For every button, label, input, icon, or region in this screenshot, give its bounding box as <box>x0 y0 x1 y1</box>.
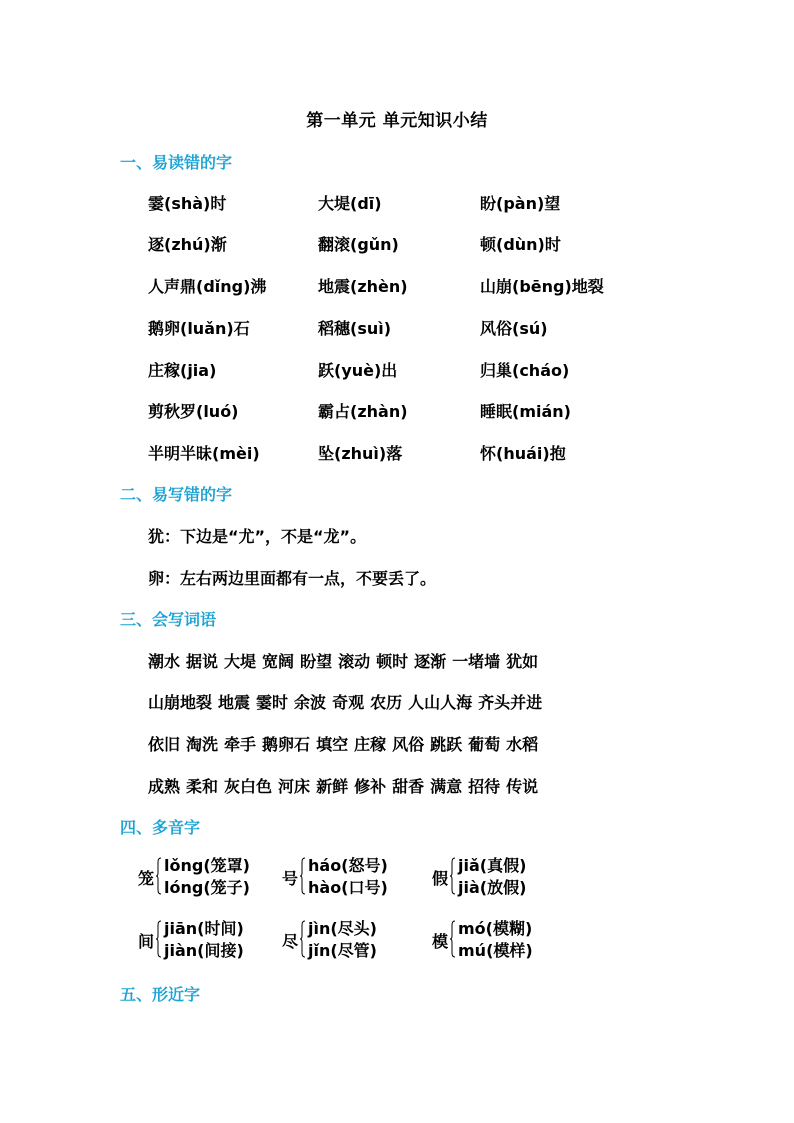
word: 满意 <box>430 777 463 796</box>
section-heading-polyphones: 四、多音字 <box>120 818 201 837</box>
section-heading-words: 三、会写词语 <box>120 610 217 629</box>
polyphone-reading: jiàn(间接) <box>164 941 244 960</box>
word: 灰白色 <box>224 777 273 796</box>
reading-item: 翻滚(gǔn) <box>318 235 399 254</box>
reading-item: 睡眠(mián) <box>480 402 571 421</box>
word: 成熟 <box>148 777 181 796</box>
word: 宽阔 <box>262 652 295 671</box>
reading-item: 顿(dùn)时 <box>480 235 561 254</box>
word: 地震 <box>218 693 251 712</box>
word: 犹如 <box>506 652 539 671</box>
polyphone-reading: hào(口号) <box>308 878 388 897</box>
word: 新鲜 <box>316 777 349 796</box>
reading-item: 风俗(sú) <box>480 319 548 338</box>
reading-item: 庄稼(jia) <box>148 361 217 380</box>
word: 跳跃 <box>430 735 463 754</box>
word: 依旧 <box>148 735 181 754</box>
reading-item: 剪秋罗(luó) <box>148 402 239 421</box>
brace-icon <box>300 920 306 958</box>
polyphone-group <box>432 855 562 899</box>
polyphone-char: 号 <box>282 869 299 888</box>
word: 奇观 <box>332 693 365 712</box>
polyphone-char: 模 <box>432 932 449 951</box>
word-row <box>148 774 544 797</box>
polyphone-reading: jǐn(尽管) <box>308 941 377 960</box>
word: 逐渐 <box>414 652 447 671</box>
reading-item: 地震(zhèn) <box>318 277 408 296</box>
polyphone-group <box>282 855 412 899</box>
word: 柔和 <box>186 777 219 796</box>
reading-item: 稻穗(suì) <box>318 319 392 338</box>
reading-item: 山崩(bēng)地裂 <box>480 277 604 296</box>
polyphone-group <box>432 918 562 962</box>
word-row <box>148 649 544 672</box>
word: 填空 <box>316 735 349 754</box>
polyphone-char: 间 <box>138 932 155 951</box>
polyphone-reading: mú(模样) <box>458 941 533 960</box>
word: 山崩地裂 <box>148 693 213 712</box>
word: 潮水 <box>148 652 181 671</box>
polyphone-reading: jià(放假) <box>458 878 527 897</box>
reading-item: 霎(shà)时 <box>148 194 227 213</box>
word: 风俗 <box>392 735 425 754</box>
word: 人山人海 <box>408 693 473 712</box>
brace-icon <box>450 857 456 895</box>
reading-item: 坠(zhuì)落 <box>318 444 403 463</box>
word: 余波 <box>294 693 327 712</box>
polyphone-group <box>138 918 268 962</box>
word: 农历 <box>370 693 403 712</box>
word: 淘洗 <box>186 735 219 754</box>
word: 齐头并进 <box>478 693 543 712</box>
word: 葡萄 <box>468 735 501 754</box>
word: 河床 <box>278 777 311 796</box>
polyphone-char: 尽 <box>282 932 299 951</box>
reading-item: 怀(huái)抱 <box>480 444 566 463</box>
brace-icon <box>450 920 456 958</box>
word: 甜香 <box>392 777 425 796</box>
reading-item: 盼(pàn)望 <box>480 194 561 213</box>
polyphone-char: 笼 <box>138 869 155 888</box>
word: 大堤 <box>224 652 257 671</box>
brace-icon <box>156 857 162 895</box>
polyphone-reading: lóng(笼子) <box>164 878 250 897</box>
word: 顿时 <box>376 652 409 671</box>
reading-item: 半明半昧(mèi) <box>148 444 260 463</box>
polyphone-group <box>282 918 412 962</box>
page-title: 第一单元 单元知识小结 <box>306 111 488 131</box>
writing-note: 卵：左右两边里面都有一点，不要丢了。 <box>148 569 437 588</box>
reading-item: 逐(zhú)渐 <box>148 235 227 254</box>
word: 据说 <box>186 652 219 671</box>
word: 霎时 <box>256 693 289 712</box>
word: 盼望 <box>300 652 333 671</box>
polyphone-reading: jiǎ(真假) <box>458 856 527 875</box>
word: 庄稼 <box>354 735 387 754</box>
polyphone-reading: jiān(时间) <box>164 919 244 938</box>
section-heading-similar-chars: 五、形近字 <box>120 985 201 1004</box>
polyphone-reading: háo(怒号) <box>308 856 388 875</box>
section-heading-misread: 一、易读错的字 <box>120 153 233 172</box>
reading-item: 霸占(zhàn) <box>318 402 408 421</box>
brace-icon <box>156 920 162 958</box>
brace-icon <box>300 857 306 895</box>
word: 牵手 <box>224 735 257 754</box>
word: 修补 <box>354 777 387 796</box>
polyphone-reading: lǒng(笼罩) <box>164 856 250 875</box>
word: 一堵墙 <box>452 652 501 671</box>
polyphone-group <box>138 855 268 899</box>
polyphone-reading: mó(模糊) <box>458 919 533 938</box>
reading-item: 跃(yuè)出 <box>318 361 398 380</box>
section-heading-miswritten: 二、易写错的字 <box>120 485 233 504</box>
word: 水稻 <box>506 735 539 754</box>
word-row <box>148 732 544 755</box>
reading-item: 归巢(cháo) <box>480 361 570 380</box>
reading-item: 人声鼎(dǐng)沸 <box>148 277 267 296</box>
reading-item: 鹅卵(luǎn)石 <box>148 319 250 338</box>
writing-note: 犹：下边是“尤”，不是“龙”。 <box>148 527 367 546</box>
word: 鹅卵石 <box>262 735 311 754</box>
reading-item: 大堤(dī) <box>318 194 382 213</box>
word: 招待 <box>468 777 501 796</box>
polyphone-reading: jìn(尽头) <box>308 919 377 938</box>
word: 滚动 <box>338 652 371 671</box>
word-row <box>148 690 548 713</box>
polyphone-char: 假 <box>432 869 449 888</box>
word: 传说 <box>506 777 539 796</box>
